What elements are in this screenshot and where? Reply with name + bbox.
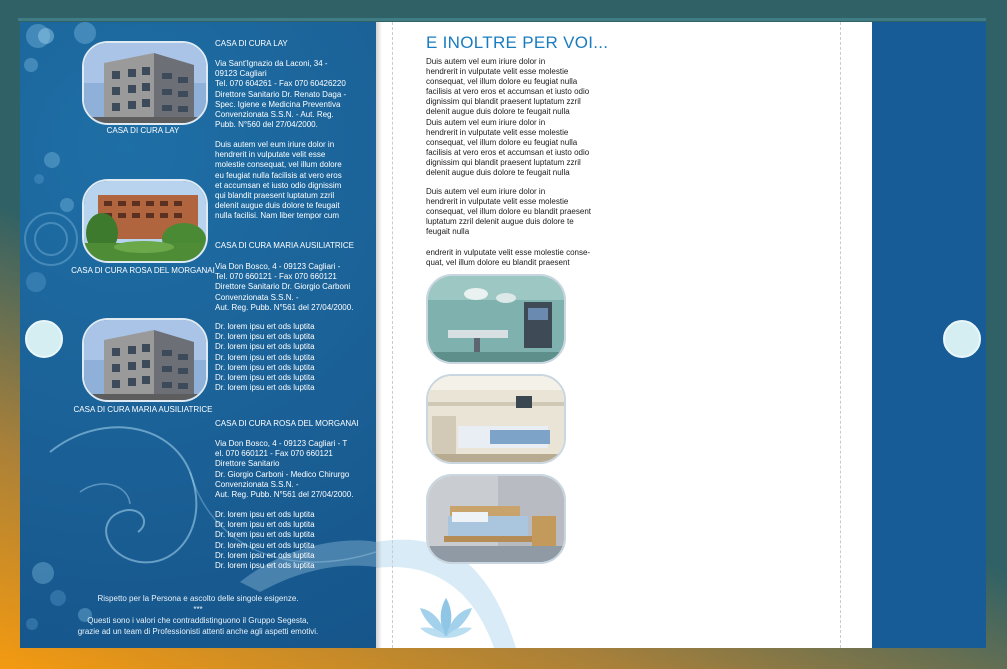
prev-page-button[interactable] xyxy=(25,320,63,358)
block3-address: Via Don Bosco, 4 - 09123 Cagliari - T el. 070 660121 - Fax 070 660121 Direttore Sanitario Dr. Giorgio Carboni - Medico Chirurgo Convenzionata S.S.N. - Aut. Reg. Pubb. N°561 del 27/04/2000. xyxy=(215,439,354,500)
caption-morganai: CASA DI CURA ROSA DEL MORGANAI xyxy=(71,266,215,275)
photo-casa-di-cura-maria-ausiliatrice xyxy=(82,318,208,402)
paragraph-2: Duis autem vel eum iriure dolor in hendrerit in vulputate velit esse molestie consequat, vel illum dolore eu blandit praesent luptatum zzril delenit augue duis dolore te feugait nulla xyxy=(426,187,591,237)
frame-top-strip xyxy=(18,18,986,21)
photo-patient-room xyxy=(426,474,566,564)
lotus-icon xyxy=(416,592,476,642)
footer-line-1: Rispetto per la Persona e ascolto delle singole esigenze. xyxy=(97,594,299,603)
footer-separator: *** xyxy=(193,605,203,614)
footer-line-2: Questi sono i valori che contraddistinguono il Gruppo Segesta, xyxy=(87,616,309,625)
photo-casa-di-cura-rosa-del-morganai xyxy=(82,179,208,263)
block1-address: Via Sant'Ignazio da Laconi, 34 - 09123 Cagliari Tel. 070 604261 - Fax 070 60426220 Direttore Sanitario Dr. Renato Daga - Spec. Igiene e Medicina Preventiva Convenzionata S.S.N. - Aut. Reg. Pubb. N°560 del 27/04/2000. xyxy=(215,59,347,130)
fold-shadow xyxy=(376,22,382,648)
photo-casa-di-cura-lay xyxy=(82,41,208,125)
caption-ausiliatrice: CASA DI CURA MARIA AUSILIATRICE xyxy=(73,405,213,414)
photo-operating-room xyxy=(426,274,566,364)
left-panel xyxy=(20,22,376,648)
middle-panel xyxy=(376,22,872,648)
page-heading: E INOLTRE PER VOI... xyxy=(426,33,609,52)
fold-line-right xyxy=(840,22,841,648)
footer-line-3: grazie ad un team di Professionisti attenti anche agli aspetti emotivi. xyxy=(77,627,319,636)
block2-address: Via Don Bosco, 4 - 09123 Cagliari - Tel. 070 660121 - Fax 070 660121 Direttore Sanitario Dr. Giorgio Carboni Convenzionata S.S.N. - Aut. Reg. Pubb. N°561 del 27/04/2000. xyxy=(215,262,354,312)
block1-body: Duis autem vel eum iriure dolor in hendrerit in vulputate velit esse molestie consequat, vel illum dolore eu feugiat nulla facilisis at vero eros et accumsan et iusto odio dignissim qui blandit praesent luptatum zzril delenit augue duis dolore te feugait nulla facilisi. Nam liber tempor cum xyxy=(215,140,342,221)
block2-title: CASA DI CURA MARIA AUSILIATRICE xyxy=(215,241,354,250)
next-page-button[interactable] xyxy=(943,320,981,358)
block1-title: CASA DI CURA LAY xyxy=(215,39,288,48)
block3-doctor-list: Dr. lorem ipsu ert ods luptita Dr. lorem ipsu ert ods luptita Dr. lorem ipsu ert ods luptita Dr. lorem ipsu ert ods luptita Dr. lorem ipsu ert ods luptita Dr. lorem ipsu ert ods luptita xyxy=(215,510,315,571)
fold-line-left xyxy=(392,22,393,648)
paragraph-1: Duis autem vel eum iriure dolor in hendrerit in vulputate velit esse molestie consequat, vel illum dolore eu feugiat nulla facilisis at vero eros et accumsan et iusto odio dignissim qui blandit praesent luptatum zzril delenit augue duis dolore te feugait nulla Duis autem vel eum iriure dolor in hendrerit in vulputate velit esse molestie consequat, vel illum dolore eu feugiat nulla facilisis at vero eros et accumsan et iusto odio dignissim qui blandit praesent luptatum zzril delenit augue duis dolore te feugait nulla xyxy=(426,57,590,178)
caption-lay: CASA DI CURA LAY xyxy=(106,126,180,135)
photo-hospital-room xyxy=(426,374,566,464)
block3-title: CASA DI CURA ROSA DEL MORGANAI xyxy=(215,419,359,428)
paragraph-3: endrerit in vulputate velit esse molestie conse- quat, vel illum dolore eu blandit praesent xyxy=(426,248,591,268)
block2-doctor-list: Dr. lorem ipsu ert ods luptita Dr. lorem ipsu ert ods luptita Dr. lorem ipsu ert ods luptita Dr. lorem ipsu ert ods luptita Dr. lorem ipsu ert ods luptita Dr. lorem ipsu ert ods luptita Dr. lorem ipsu ert ods luptita xyxy=(215,322,315,393)
